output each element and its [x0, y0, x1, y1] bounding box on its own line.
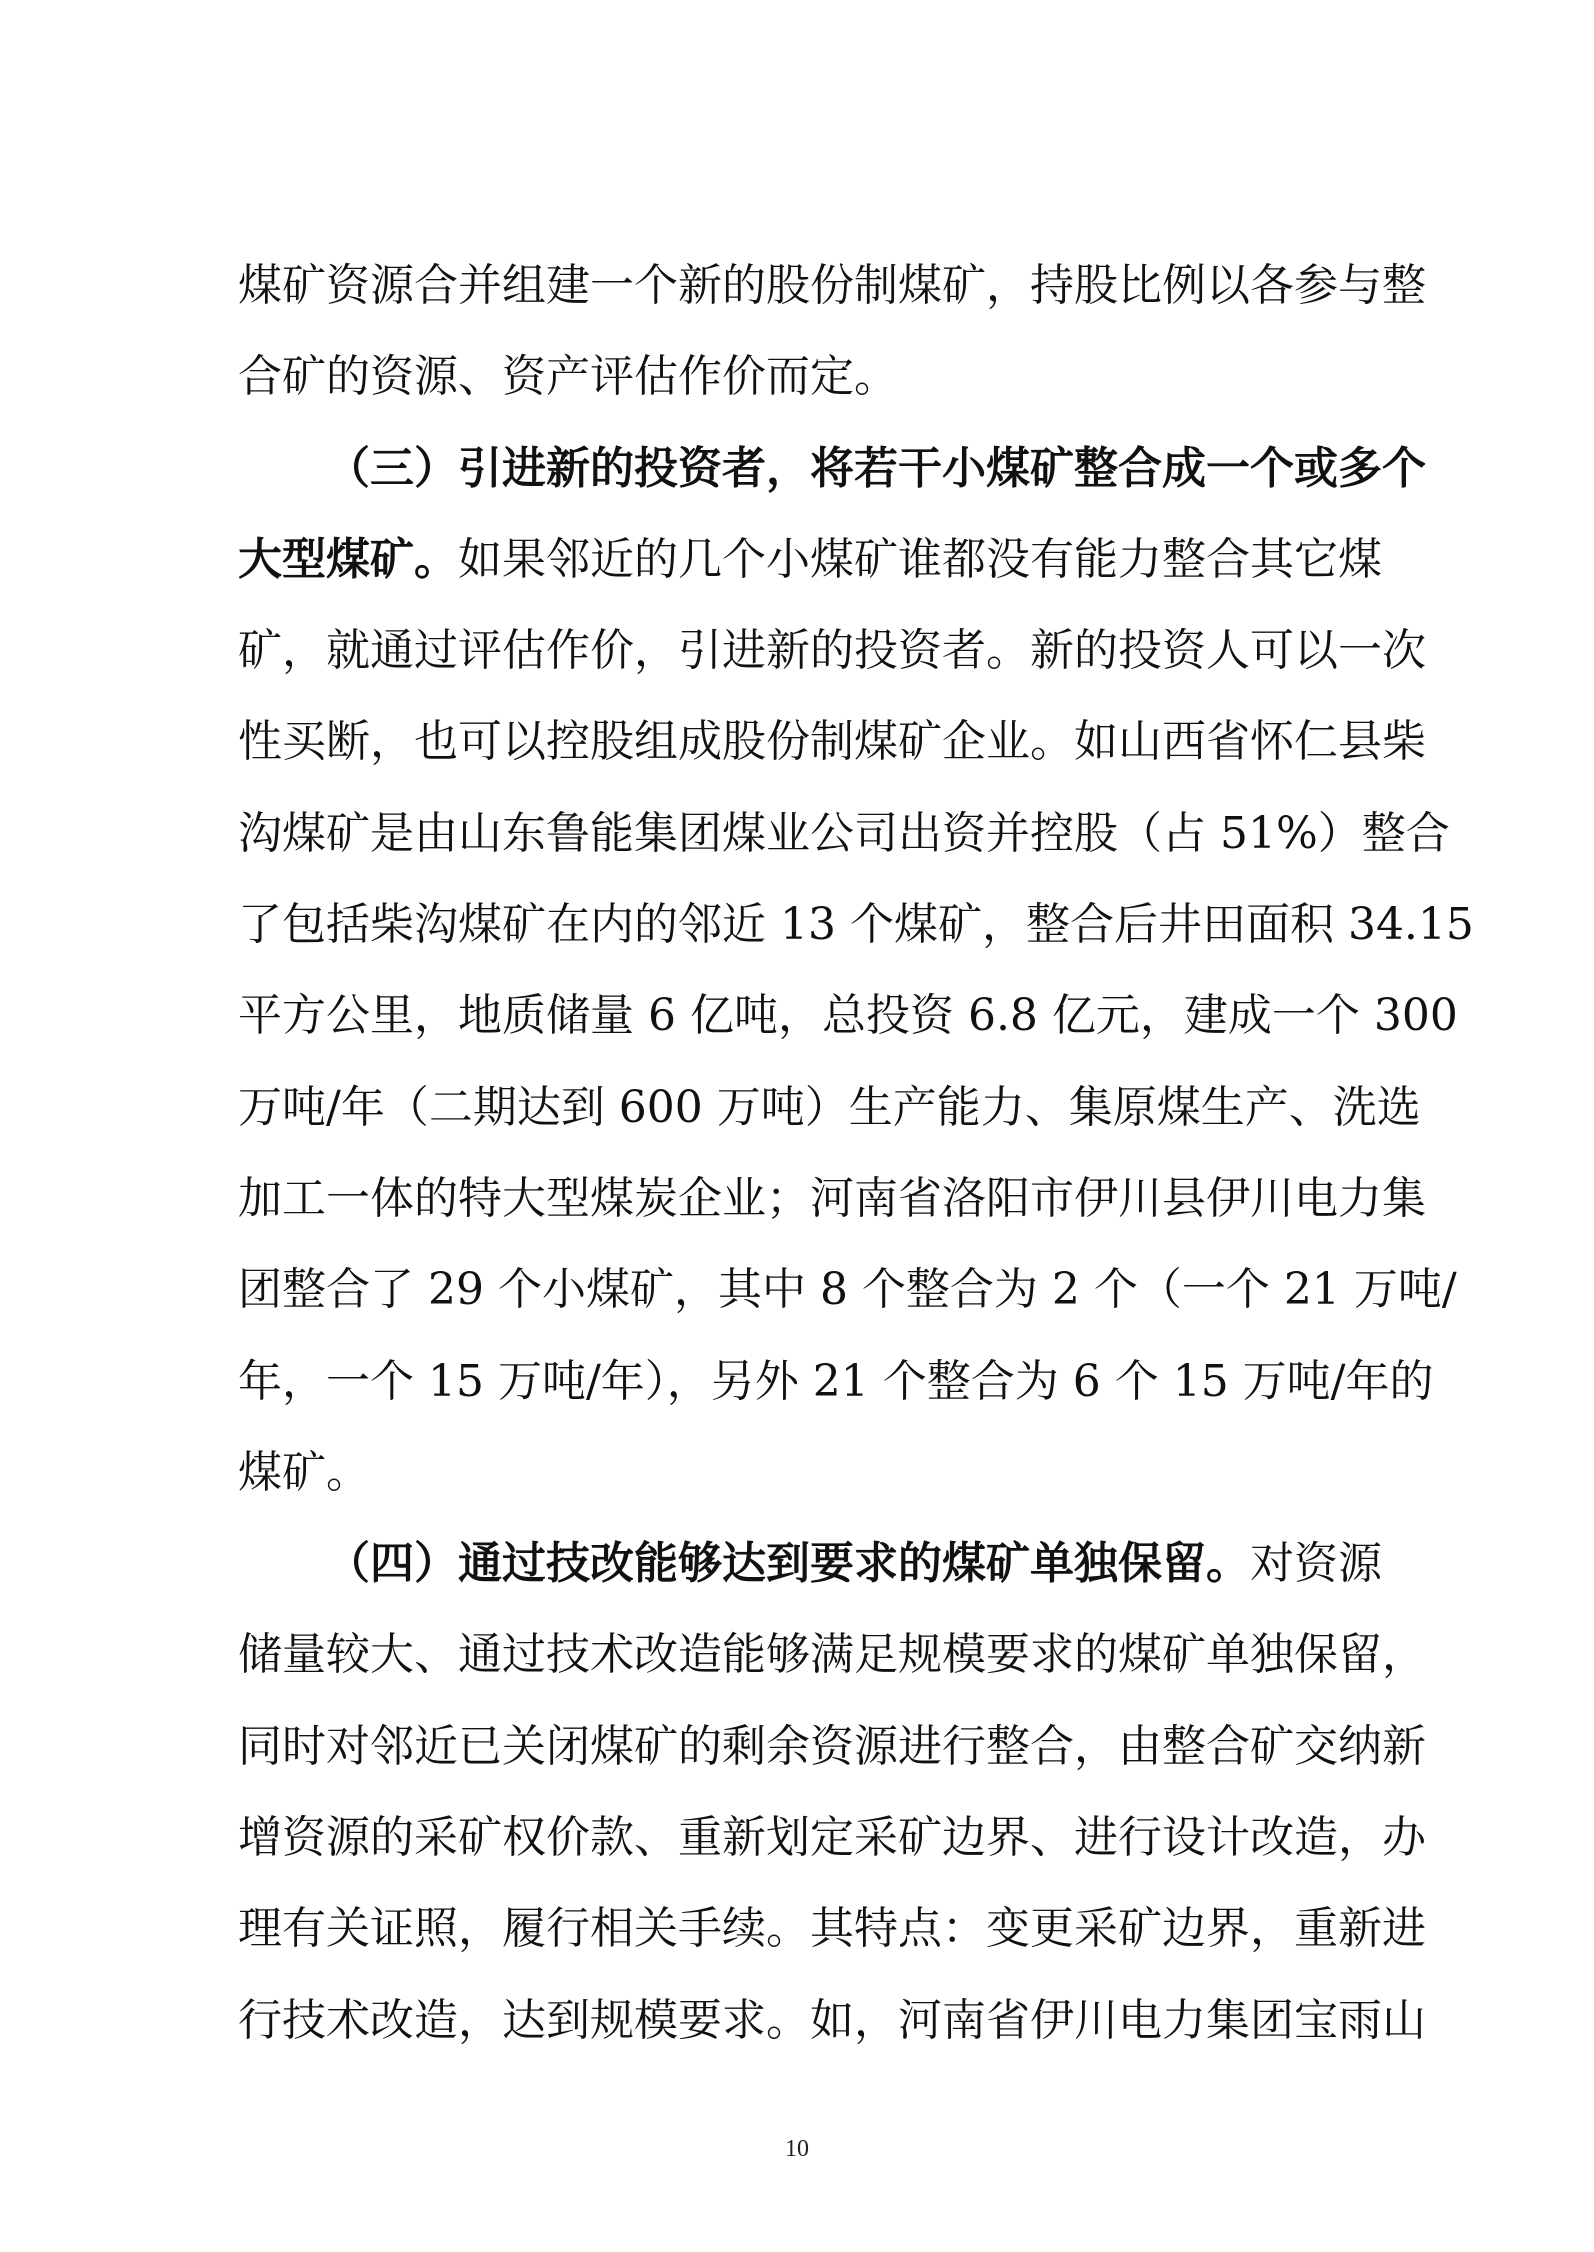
- heading-text: 大型煤矿。: [238, 533, 458, 585]
- heading-text: （四）通过技改能够达到要求的煤矿单独保留。: [326, 1538, 1250, 1590]
- text-line: [238, 1336, 1434, 1427]
- body-text-segment: 年，一个 15 万吨/年），另外 21 个整合为 6 个 15 万吨/年的: [238, 1355, 1434, 1407]
- body-text-segment: 行技术改造，达到规模要求。如，河南省伊川电力集团宝雨山: [238, 1994, 1426, 2046]
- page-number: 10: [785, 2136, 809, 2162]
- text-line: [238, 1244, 1457, 1335]
- text-line: [238, 1792, 1426, 1883]
- body-text-segment: 对资源: [1250, 1538, 1382, 1590]
- body-text-segment: 理有关证照，履行相关手续。其特点：变更采矿边界，重新进: [238, 1903, 1426, 1955]
- text-line: [238, 879, 1474, 970]
- text-line: [238, 514, 1382, 605]
- body-text-segment: 煤矿。: [238, 1446, 370, 1498]
- body-text-segment: 增资源的采矿权价款、重新划定采矿边界、进行设计改造，办: [238, 1812, 1426, 1864]
- body-text-segment: 了包括柴沟煤矿在内的邻近 13 个煤矿，整合后井田面积 34.15: [238, 899, 1474, 951]
- text-line: [238, 1609, 1426, 1700]
- text-line: [238, 1427, 1368, 1518]
- text-line: [238, 1975, 1426, 2066]
- body-text-segment: 平方公里，地质储量 6 亿吨，总投资 6.8 亿元，建成一个 300: [238, 990, 1458, 1042]
- text-line: [238, 788, 1450, 879]
- text-line: [238, 696, 1426, 787]
- text-line: [238, 331, 1368, 422]
- body-text: [238, 240, 1474, 2066]
- body-text-segment: 如果邻近的几个小煤矿谁都没有能力整合其它煤: [458, 533, 1382, 585]
- text-line: [238, 423, 1426, 514]
- text-line: [238, 605, 1426, 696]
- body-text-segment: 矿，就通过评估作价，引进新的投资者。新的投资人可以一次: [238, 625, 1426, 677]
- text-line: [238, 970, 1458, 1061]
- body-text-segment: 合矿的资源、资产评估作价而定。: [238, 351, 898, 403]
- text-line: [238, 1062, 1421, 1153]
- body-text-segment: 沟煤矿是由山东鲁能集团煤业公司出资并控股（占 51%）整合: [238, 807, 1450, 859]
- text-line: [238, 1518, 1382, 1609]
- text-line: [238, 1701, 1426, 1792]
- text-line: [238, 1883, 1426, 1974]
- body-text-segment: 性买断，也可以控股组成股份制煤矿企业。如山西省怀仁县柴: [238, 716, 1426, 768]
- body-text-segment: 煤矿资源合并组建一个新的股份制煤矿，持股比例以各参与整: [238, 260, 1426, 311]
- body-text-segment: 加工一体的特大型煤炭企业；河南省洛阳市伊川县伊川电力集: [238, 1172, 1426, 1224]
- text-line: [238, 1153, 1426, 1244]
- body-text-segment: 团整合了 29 个小煤矿，其中 8 个整合为 2 个（一个 21 万吨/: [238, 1264, 1457, 1316]
- heading-text: （三）引进新的投资者，将若干小煤矿整合成一个或多个: [326, 442, 1426, 494]
- body-text-segment: 储量较大、通过技术改造能够满足规模要求的煤矿单独保留，: [238, 1629, 1426, 1681]
- body-text-segment: 万吨/年（二期达到 600 万吨）生产能力、集原煤生产、洗选: [238, 1081, 1421, 1133]
- text-line: [238, 240, 1426, 331]
- body-text-segment: 同时对邻近已关闭煤矿的剩余资源进行整合，由整合矿交纳新: [238, 1720, 1426, 1772]
